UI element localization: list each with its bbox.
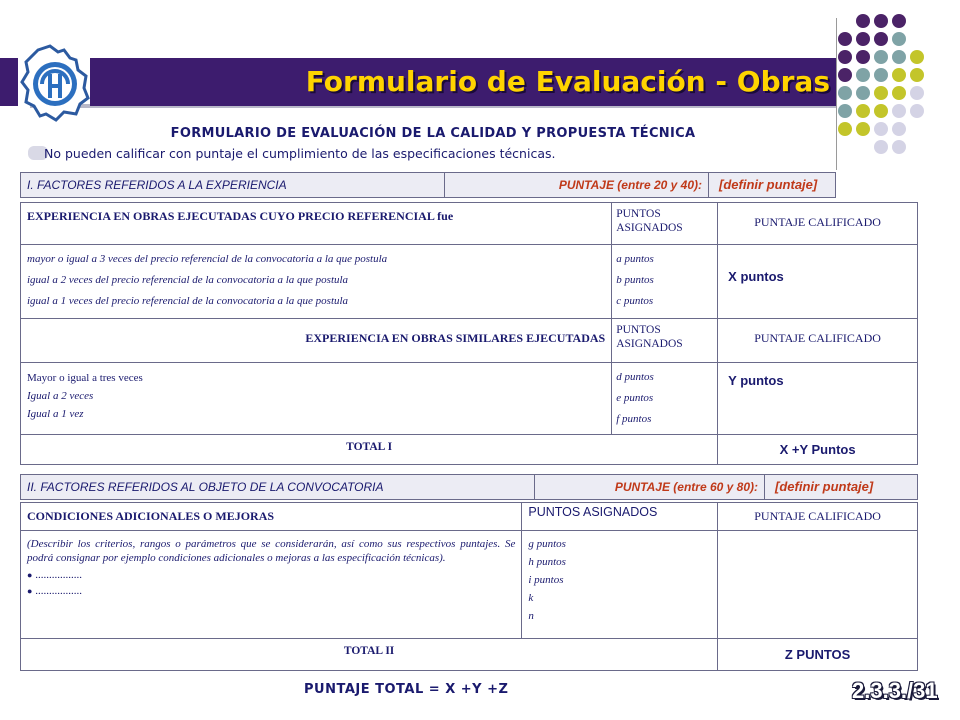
list-item: a puntos [616,253,654,265]
list-item [27,583,515,599]
list-item: Mayor o igual a tres veces [27,372,143,384]
dot [892,32,906,46]
section2-puntos-cell [522,531,718,639]
section1-puntaje-label: PUNTAJE (entre 20 y 40): [445,173,709,197]
dot [838,50,852,64]
dot [892,68,906,82]
title-bar-accent [0,58,18,106]
list-item: k [528,592,534,604]
dot [910,68,924,82]
dot [910,50,924,64]
section1-puntaje-value[interactable]: [definir puntaje] [719,177,818,192]
page-number: 2.3.3./31 [852,678,938,703]
section2-col2-header: PUNTOS ASIGNADOS [522,503,718,531]
dot [838,32,852,46]
form-note: No pueden calificar con puntaje el cumplimiento de las especificaciones técnicas. [44,146,556,161]
form-title: FORMULARIO DE EVALUACIÓN DE LA CALIDAD Y PROPUESTA TÉCNICA [170,126,696,141]
table1-puntos-cell [612,245,718,319]
table2-calificado-cell[interactable]: Y puntos [718,363,918,435]
dot [856,86,870,100]
dot [874,50,888,64]
section1-table [20,202,918,465]
bullet-icon: ● [27,570,33,580]
dot [856,68,870,82]
list-item: igual a 2 veces del precio referencial de la convocatoria a la que postula [27,274,349,286]
section1-label: I. FACTORES REFERIDOS A LA EXPERIENCIA [21,173,445,197]
total1-label: TOTAL I [21,435,718,465]
dot [838,86,852,100]
section2-puntaje-label: PUNTAJE (entre 60 y 80): [535,475,765,499]
table1-col3-header: PUNTAJE CALIFICADO [718,203,918,245]
section2-label: II. FACTORES REFERIDOS AL OBJETO DE LA CONVOCATORIA [21,475,535,499]
dot [892,14,906,28]
table2-criteria-cell [21,363,612,435]
list-item: h puntos [528,556,566,568]
dot [856,104,870,118]
total2-value: Z PUNTOS [718,639,918,671]
dot [892,140,906,154]
dot [910,104,924,118]
list-item: i puntos [528,574,564,586]
dot [838,68,852,82]
list-item: e puntos [616,392,654,404]
section2-header [20,474,918,500]
list-item: Igual a 2 veces [27,390,94,402]
list-item: mayor o igual a 3 veces del precio referencial de la convocatoria a la que postula [27,253,388,265]
dot [874,32,888,46]
list-item: b puntos [616,274,654,286]
dot [874,140,888,154]
dot [910,86,924,100]
table2-col1-header: EXPERIENCIA EN OBRAS SIMILARES EJECUTADAS [21,319,612,363]
table1-criteria-cell [21,245,612,319]
bolivia-map-logo-icon [20,44,90,122]
table1-col1-header: EXPERIENCIA EN OBRAS EJECUTADAS CUYO PRECIO REFERENCIAL fue [21,203,612,245]
bullet-icon: ● [27,586,33,596]
list-item: d puntos [616,371,654,383]
table2-col2-header: PUNTOS ASIGNADOS [612,319,718,363]
page-title: Formulario de Evaluación - Obras [305,65,830,98]
dot [874,86,888,100]
table2-puntos-cell [612,363,718,435]
list-item: f puntos [616,413,652,425]
section1-header [20,172,836,198]
total1-value: X +Y Puntos [718,435,918,465]
table1-calificado-cell[interactable]: X puntos [718,245,918,319]
section2-criteria-cell [21,531,522,639]
bullet-text: ................. [35,569,82,581]
dot [892,86,906,100]
table1-col2-header: PUNTOS ASIGNADOS [612,203,718,245]
bullet-text: ................. [35,585,82,597]
total2-label: TOTAL II [21,639,718,671]
dot [874,122,888,136]
dot [892,50,906,64]
list-item: igual a 1 veces del precio referencial de la convocatoria a la que postula [27,295,349,307]
dot [856,32,870,46]
section2-calificado-cell[interactable] [718,531,918,639]
list-item: Igual a 1 vez [27,408,84,420]
dot [856,14,870,28]
dot [892,104,906,118]
list-item [27,567,515,583]
section2-description: (Describir los criterios, rangos o parámetros que se considerarán, así como sus respectivos puntajes. Se podrá consignar por ejemplo condiciones adicionales o mejoras a las especificación técnicas). [27,538,516,564]
section2-col3-header: PUNTAJE CALIFICADO [718,503,918,531]
section2-table [20,502,918,671]
table2-col3-header: PUNTAJE CALIFICADO [718,319,918,363]
dot [856,50,870,64]
list-item: g puntos [528,538,566,550]
dot [838,104,852,118]
section2-puntaje-value[interactable]: [definir puntaje] [775,479,874,494]
dot [874,68,888,82]
list-item: c puntos [616,295,654,307]
section2-col1-header: CONDICIONES ADICIONALES O MEJORAS [21,503,522,531]
total-score: PUNTAJE TOTAL = X +Y +Z [304,682,509,697]
dot [874,14,888,28]
list-item: n [528,610,534,622]
divider-line [836,18,837,170]
dot [874,104,888,118]
dot [892,122,906,136]
